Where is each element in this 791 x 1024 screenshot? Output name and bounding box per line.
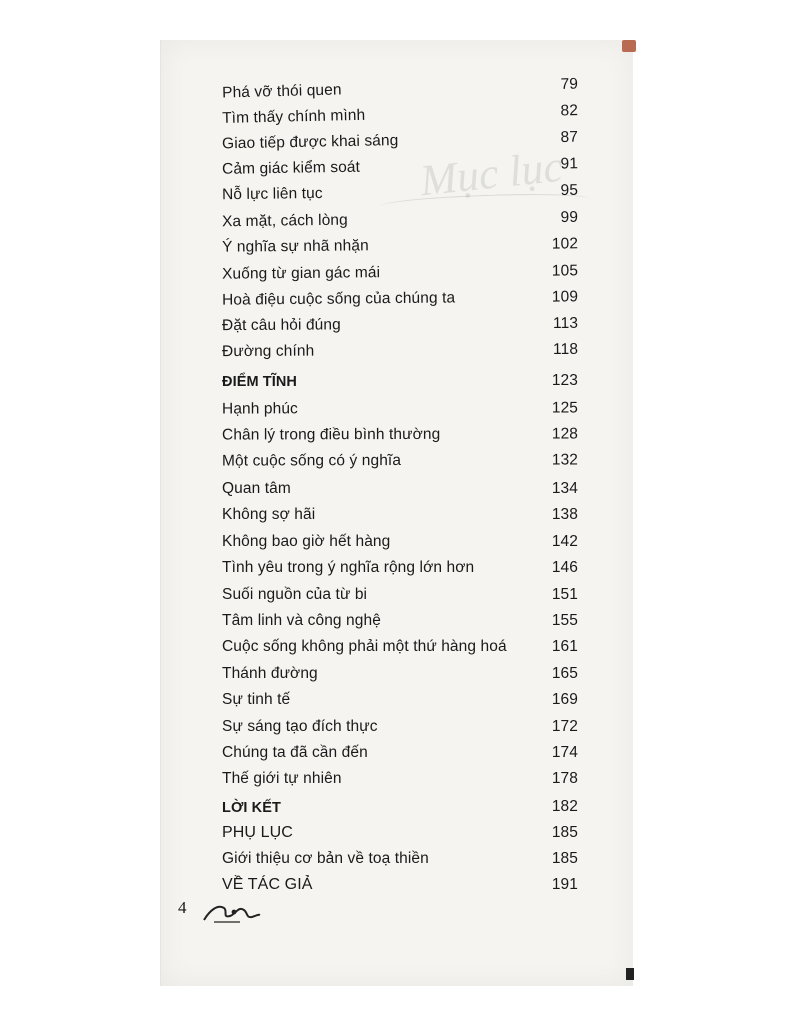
toc-entry-page: 174 — [551, 744, 578, 761]
toc-entry — [222, 762, 578, 788]
toc-entry-page: 185 — [551, 824, 578, 841]
toc-entry — [222, 842, 578, 868]
toc-entry — [222, 307, 578, 335]
toc-entry-title: Chân lý trong điều bình thường — [221, 425, 441, 444]
toc-entry-title: Không bao giờ hết hàng — [222, 533, 391, 550]
toc-entry-page: 178 — [551, 770, 578, 787]
toc-entry-title: Hoà điệu cuộc sống của chúng ta — [221, 289, 456, 309]
toc-entry-title: Một cuộc sống có ý nghĩa — [221, 451, 402, 470]
toc-entry — [222, 736, 578, 762]
toc-entry — [222, 498, 578, 524]
toc-entry-page: 91 — [560, 155, 579, 173]
toc-entry — [222, 604, 578, 630]
toc-entry-page: 87 — [560, 128, 579, 146]
toc-entry-page: 182 — [551, 798, 578, 815]
toc-entry-title: Phá vỡ thói quen — [221, 81, 342, 102]
toc-entry — [222, 657, 578, 683]
toc-entry-title: Chúng ta đã cần đến — [222, 744, 368, 761]
toc-entry-title: Tìm thấy chính mình — [221, 106, 366, 127]
toc-entry — [222, 551, 578, 577]
toc-entry-page: 146 — [551, 559, 578, 576]
toc-entry — [222, 391, 578, 418]
toc-entry-title: LỜI KẾT — [222, 800, 281, 816]
toc-entry-page: 169 — [551, 691, 578, 708]
toc-entry-page: 125 — [551, 399, 579, 417]
toc-entry-page: 79 — [560, 75, 579, 93]
toc-entry-title: Thánh đường — [222, 665, 318, 682]
toc-entry — [222, 443, 578, 470]
toc-entry-page: 151 — [551, 586, 578, 603]
toc-entry-page: 128 — [551, 425, 579, 443]
toc-entry-title: Xa mặt, cách lòng — [221, 211, 348, 231]
toc-section-entry — [222, 790, 578, 816]
toc-entry-title: Thế giới tự nhiên — [222, 770, 342, 787]
toc-entry-page: 172 — [551, 718, 578, 735]
toc-entry-title: Tình yêu trong ý nghĩa rộng lớn hơn — [222, 559, 475, 576]
toc-section-entry — [222, 816, 578, 842]
toc-entry-page: 138 — [551, 506, 578, 523]
toc-entry-page: 134 — [551, 480, 578, 497]
toc-entry-title: PHỤ LỤC — [222, 824, 293, 841]
toc-entry-page: 165 — [551, 665, 578, 682]
toc-section-entry — [222, 868, 578, 894]
toc-entry-title: Cuộc sống không phải một thứ hàng hoá — [222, 638, 507, 655]
toc-entry — [222, 201, 578, 231]
toc-entry-title: Quan tâm — [222, 480, 291, 497]
toc-entry-title: Đặt câu hỏi đúng — [221, 316, 341, 335]
publisher-logo-icon — [200, 896, 264, 928]
toc-entry — [222, 174, 578, 204]
toc-entry-page: 191 — [551, 876, 578, 893]
toc-entry-page: 102 — [551, 235, 579, 253]
toc-entry — [222, 683, 578, 709]
toc-entry — [222, 333, 578, 361]
toc-entry-page: 132 — [551, 451, 579, 469]
toc-entry — [222, 254, 578, 283]
toc-entry-title: Giới thiệu cơ bản về toạ thiền — [222, 850, 429, 867]
toc-entry-title: Tâm linh và công nghệ — [222, 612, 381, 629]
toc-entry — [222, 280, 578, 309]
toc-entry-title: Không sợ hãi — [222, 506, 316, 523]
toc-entry-title: Sự sáng tạo đích thực — [222, 718, 378, 735]
book-edge-mark — [622, 40, 636, 52]
page-number: 4 — [178, 898, 187, 917]
toc-entry — [222, 417, 578, 444]
toc-entry-title: Ý nghĩa sự nhã nhặn — [221, 237, 369, 256]
toc-entry-page: 155 — [551, 612, 578, 629]
bleed-through-heading: Mục lục — [417, 141, 566, 206]
toc-entry-page: 105 — [551, 262, 579, 280]
page-corner-mark — [626, 968, 634, 980]
toc-entry-title: Cảm giác kiểm soát — [221, 158, 361, 178]
toc-entry-title: Hạnh phúc — [221, 400, 298, 418]
toc-entry-page: 82 — [560, 102, 579, 120]
toc-entry-page: 109 — [551, 288, 579, 306]
toc-entry — [222, 227, 578, 256]
toc-entry — [222, 710, 578, 736]
toc-entry-title: ĐIỂM TĨNH — [222, 374, 298, 390]
toc-entry-page: 118 — [552, 340, 579, 359]
toc-entry-title: Giao tiếp được khai sáng — [221, 132, 399, 153]
toc-entry — [222, 525, 578, 551]
toc-entry-title: Suối nguồn của từ bi — [222, 586, 368, 603]
toc-entry-title: Sự tinh tế — [222, 691, 291, 708]
toc-entry-page: 161 — [551, 638, 578, 655]
toc-entry-title: Xuống từ gian gác mái — [221, 264, 381, 283]
toc-entry-page: 99 — [560, 208, 579, 226]
toc-entry-title: VỀ TÁC GIẢ — [222, 876, 313, 893]
toc-section-entry — [222, 364, 578, 390]
toc-entry-page: 95 — [560, 181, 579, 199]
toc-entry-page: 113 — [552, 314, 579, 333]
toc-entry — [222, 578, 578, 604]
toc-entry — [222, 630, 578, 656]
toc-entry-page: 142 — [551, 533, 578, 550]
toc-entry — [222, 472, 578, 498]
toc-entry-title: Đường chính — [221, 342, 315, 361]
toc-entry-title: Nỗ lực liên tục — [221, 184, 323, 204]
toc-entry-page: 123 — [551, 372, 578, 389]
toc-entry-page: 185 — [551, 850, 578, 867]
